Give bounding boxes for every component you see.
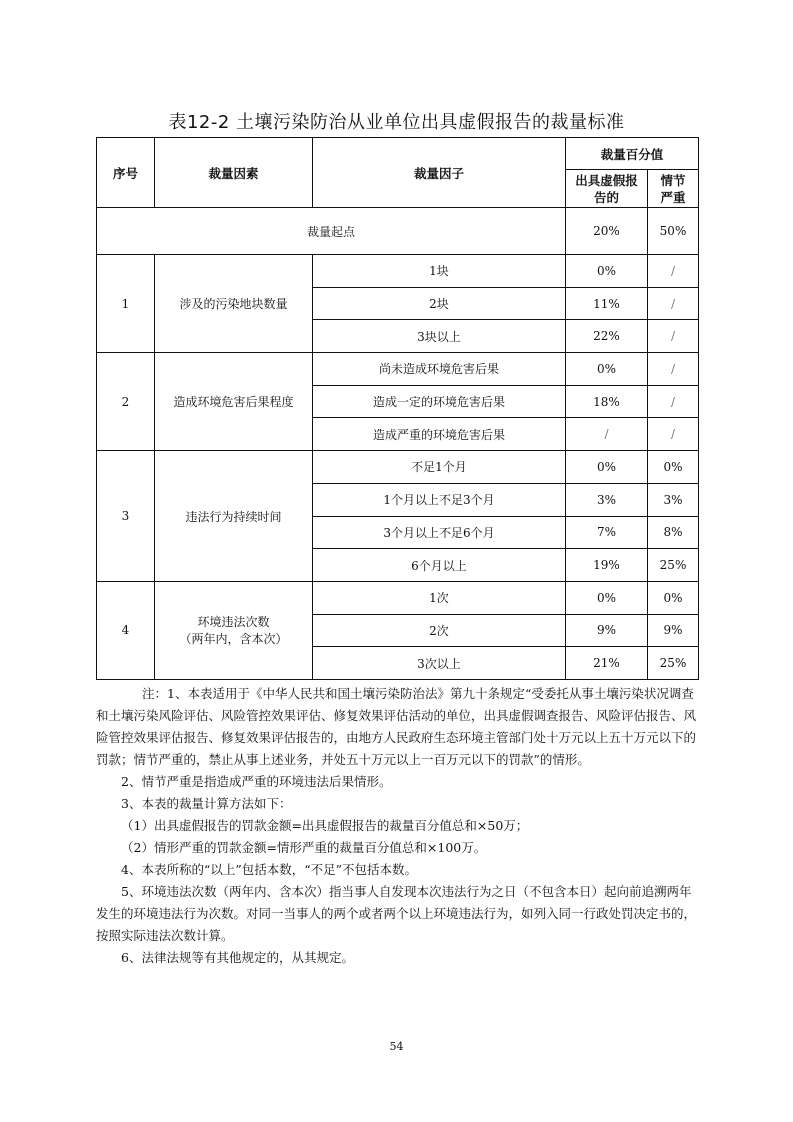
- issue-percent-cell: 0%: [566, 353, 648, 386]
- sub-factor-cell: 1个月以上不足3个月: [313, 483, 566, 516]
- table-row: [97, 353, 699, 386]
- serious-percent-cell: /: [648, 287, 699, 320]
- serious-percent-cell: /: [648, 255, 699, 288]
- header-sub-factor: 裁量因子: [313, 138, 566, 208]
- sub-factor-cell: 1块: [313, 255, 566, 288]
- serious-percent-cell: /: [648, 385, 699, 418]
- sub-factor-cell: 尚未造成环境危害后果: [313, 353, 566, 386]
- issue-percent-cell: 0%: [566, 255, 648, 288]
- issue-percent-cell: 3%: [566, 483, 648, 516]
- penalty-table: [96, 137, 699, 680]
- issue-percent-cell: 18%: [566, 385, 648, 418]
- note-3-2: （2）情形严重的罚款金额=情形严重的裁量百分值总和×100万。: [121, 840, 487, 855]
- table-body: [97, 255, 699, 680]
- sub-factor-cell: 3个月以上不足6个月: [313, 516, 566, 549]
- issue-percent-cell: 7%: [566, 516, 648, 549]
- start-serious: 50%: [648, 208, 699, 255]
- header-percent: 裁量百分值: [566, 138, 699, 170]
- group-factor: [155, 581, 313, 679]
- serious-percent-cell: /: [648, 353, 699, 386]
- note-2: 2、情节严重是指造成严重的环境违法后果情形。: [121, 774, 392, 789]
- sub-factor-cell: 6个月以上: [313, 549, 566, 582]
- sub-factor-cell: 3块以上: [313, 320, 566, 353]
- group-factor-label: 环境违法次数: [197, 615, 270, 630]
- note-4: 4、本表所称的“以上”包括本数，“不足”不包括本数。: [121, 862, 418, 877]
- note-6: 6、法律法规等有其他规定的，从其规定。: [121, 950, 354, 965]
- header-issue-false: 出具虚假报告的: [566, 170, 648, 208]
- sub-factor-cell: 造成一定的环境危害后果: [313, 385, 566, 418]
- note-3: 3、本表的裁量计算方法如下：: [121, 796, 292, 811]
- serious-percent-cell: 25%: [648, 647, 699, 680]
- table-row: [97, 581, 699, 614]
- sub-factor-cell: 2块: [313, 287, 566, 320]
- table-row: [97, 451, 699, 484]
- sub-factor-cell: 2次: [313, 614, 566, 647]
- note-1: 注：1、本表适用于《中华人民共和国土壤污染防治法》第九十条规定“受委托从事土壤污染状况调查和土壤污染风险评估、风险管控效果评估、修复效果评估活动的单位，出具虚假调查报告、风险评估报告、风险管控效果评估报告、修复效果评估报告的，由地方人民政府生态环境主管部门处十万元以上五十万元以下的罚款；情节严重的，禁止从事上述业务，并处五十万元以上一百万元以下的罚款”的情形。: [96, 686, 697, 767]
- sub-factor-cell: 1次: [313, 581, 566, 614]
- serious-percent-cell: 3%: [648, 483, 699, 516]
- sub-factor-cell: 3次以上: [313, 647, 566, 680]
- group-factor: [155, 353, 313, 451]
- issue-percent-cell: 9%: [566, 614, 648, 647]
- serious-percent-cell: /: [648, 418, 699, 451]
- group-number: 2: [97, 353, 155, 451]
- issue-percent-cell: 0%: [566, 581, 648, 614]
- page-number: 54: [389, 1040, 404, 1053]
- group-number: 1: [97, 255, 155, 353]
- issue-percent-cell: 0%: [566, 451, 648, 484]
- serious-percent-cell: 0%: [648, 581, 699, 614]
- issue-percent-cell: /: [566, 418, 648, 451]
- header-seq: 序号: [97, 138, 155, 208]
- note-3-1: （1）出具虚假报告的罚款金额=出具虚假报告的裁量百分值总和×50万；: [121, 818, 529, 833]
- group-number: 3: [97, 451, 155, 582]
- group-factor-label: 造成环境危害后果程度: [173, 395, 294, 410]
- notes-section: [96, 683, 698, 969]
- start-label: 裁量起点: [97, 208, 566, 255]
- issue-percent-cell: 11%: [566, 287, 648, 320]
- serious-percent-cell: 8%: [648, 516, 699, 549]
- sub-factor-cell: 不足1个月: [313, 451, 566, 484]
- page-title: 表12-2 土壤污染防治从业单位出具虚假报告的裁量标准: [168, 112, 625, 133]
- header-serious: 情节严重: [648, 170, 699, 208]
- sub-factor-cell: 造成严重的环境危害后果: [313, 418, 566, 451]
- group-factor-label: 涉及的污染地块数量: [179, 297, 288, 312]
- serious-percent-cell: 25%: [648, 549, 699, 582]
- issue-percent-cell: 22%: [566, 320, 648, 353]
- group-factor-label: 违法行为持续时间: [185, 509, 282, 524]
- group-number: 4: [97, 581, 155, 679]
- start-issue: 20%: [566, 208, 648, 255]
- issue-percent-cell: 19%: [566, 549, 648, 582]
- serious-percent-cell: /: [648, 320, 699, 353]
- serious-percent-cell: 9%: [648, 614, 699, 647]
- note-5: 5、环境违法次数（两年内、含本次）指当事人自发现本次违法行为之日（不包含本日）起向前追溯两年发生的环境违法行为次数。对同一当事人的两个或者两个以上环境违法行为，如列入同一行政处罚决定书的，按照实际违法次数计算。: [96, 884, 697, 943]
- start-row: [97, 208, 699, 255]
- group-factor: [155, 451, 313, 582]
- table-row: [97, 255, 699, 288]
- header-factor: 裁量因素: [155, 138, 313, 208]
- group-factor-note: （两年内，含本次）: [179, 632, 288, 647]
- serious-percent-cell: 0%: [648, 451, 699, 484]
- issue-percent-cell: 21%: [566, 647, 648, 680]
- group-factor: [155, 255, 313, 353]
